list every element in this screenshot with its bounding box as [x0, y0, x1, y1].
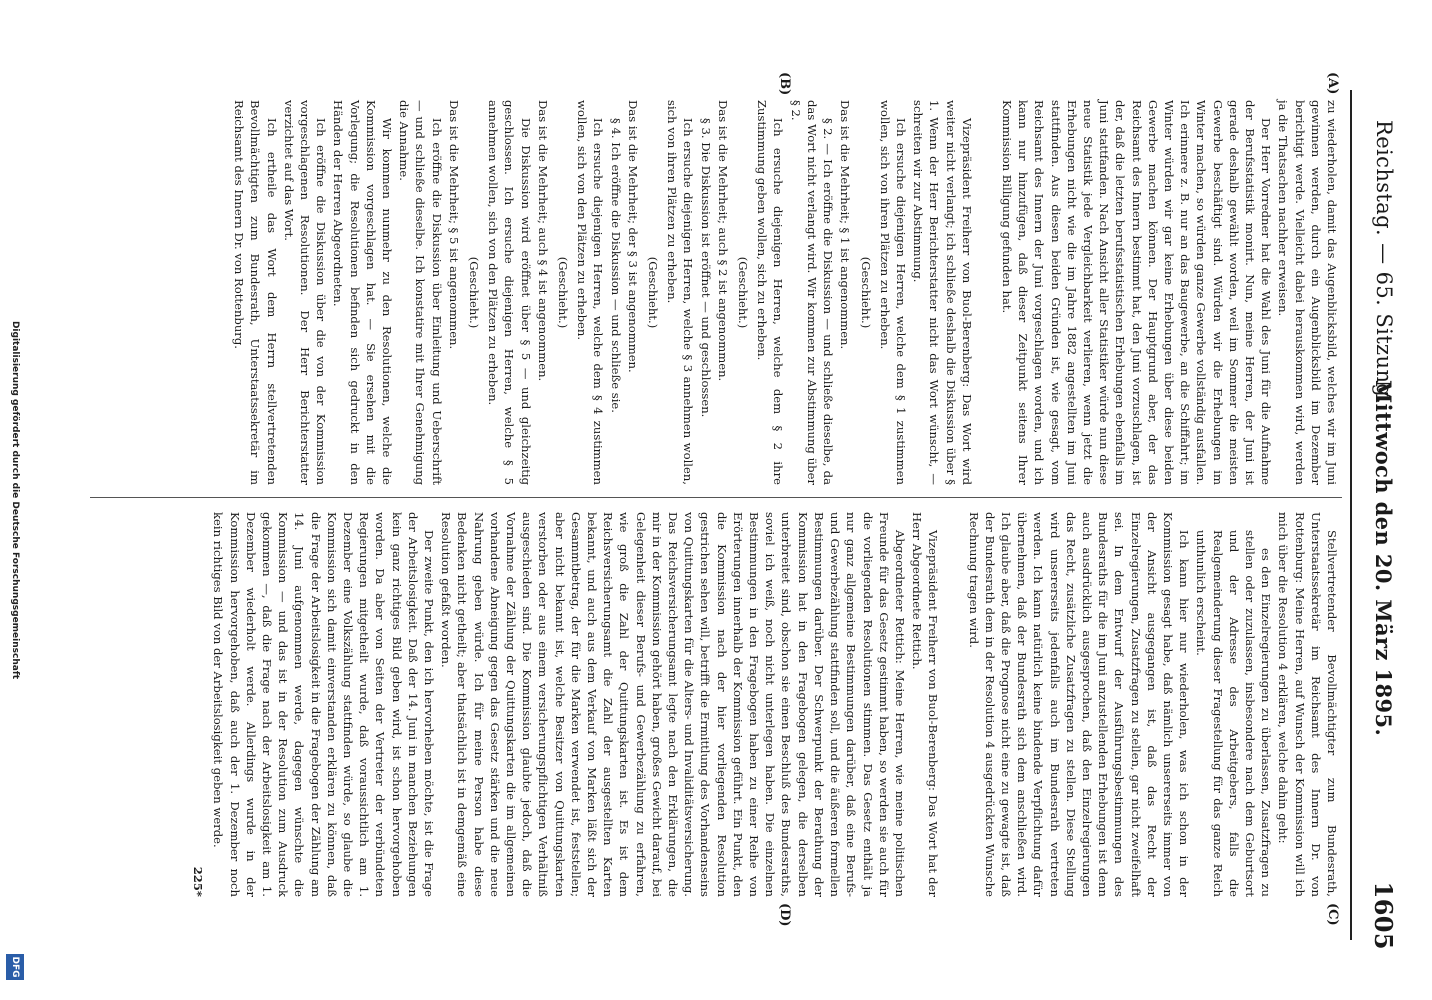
paragraph: Ich ersuche diejenigen Herren, welche dem § 4 zustimmen wollen, sich von den Plätzen zu erheben.	[575, 100, 606, 485]
dfg-logo: DFG	[6, 954, 24, 980]
margin-marker-a: (A)	[1325, 72, 1340, 95]
paragraph: Der Herr Vorredner hat die Wahl des Juni für die Aufnahme der Berufsstatistik monirt. Nun, meine Herren, der Juni ist gerade deshalb gewählt worden, weil im Sommer die meisten Gewerbe beschäftigt sind. Würden wir die Erhebungen im Winter machen, so würden ganze Gewerbe vollständig ausfallen. Ich erinnere z. B. nur an das Baugewerbe, an die Schiffahrt; im Winter würden wir gar keine Erhebungen über diese beiden Gewerbe machen können. Der Hauptgrund aber, der das Reichsamt des Innern bestimmt hat, den Juni vorzuschlagen, ist der, daß die letzten berufsstatistischen Erhebungen ebenfalls im Juni stattfanden. Nach Ansicht aller Statistiker würde nun diese neue Statistik jede Vergleichbarkeit verlieren, wenn jetzt die Erhebungen nicht wie die im Jahre 1882 angestellten im Juni stattfinden. Aus diesen beiden Gründen ist, wie gesagt, vom Reichsamt des Innern der Juni vorgeschlagen worden, und ich kann nur hinzufügen, daß dieser Zeitpunkt seitens Ihrer Kommission Billigung gefunden hat.	[999, 100, 1274, 485]
header-rule	[1350, 90, 1352, 940]
text-column-left	[230, 100, 1340, 485]
paragraph: § 2. — Ich eröffne die Diskussion — und schließe dieselbe, da das Wort nicht verlangt wird. Wir kommen zur Abstimmung über § 2.	[788, 100, 836, 485]
column-divider	[90, 497, 1342, 498]
paragraph: Ich ersuche diejenigen Herren, welche dem § 1 zustimmen wollen, sich von ihren Plätzen zu erheben.	[877, 100, 908, 485]
paragraph: Ich kann hier nur wiederholen, was ich schon in der Kommission gesagt habe, daß nämlich unsererseits immer von der Ansicht ausgegangen ist, daß das Recht der Einzelregierungen, Zusatzfragen zu stellen, gar nicht zweifelhaft sei. In dem Entwurf der Ausführungsbestimmungen des Bundesraths für die im Juni anzustellenden Erhebungen ist denn auch ausdrücklich ausgesprochen, daß den Einzelregierungen das Recht, zusätzliche Zusatzfragen zu stellen. Diese Stellung wird unsererseits jedenfalls auch im Bundesrath vertreten werden. Ich kann natürlich keine bindende Verpflichtung dafür übernehmen, daß der Bundesrath sich dem anschließen wird. Ich glaube aber, daß die Prognose nicht eine zu gewagte ist, daß der Bundesrath dem in der Resolution 4 ausgedrückten Wunsche Rechnung tragen wird.	[966, 512, 1192, 897]
header-session: Reichstag. — 65. Sitzung.	[1372, 120, 1396, 405]
paragraph: Ich ertheile das Wort dem Herrn stellvertretenden Bevollmächtigten zum Bundesrath, Unterstaatssekretär im Reichsamt des Innern Dr. von Rottenburg.	[232, 100, 279, 485]
paragraph: Ich ersuche diejenigen Herren, welche dem § 2 ihre Zustimmung geben wollen, sich zu erheben.	[755, 100, 786, 485]
stage-direction: (Geschieht.)	[736, 256, 751, 329]
paragraph: Das ist die Mehrheit; § 5 ist angenommen.	[446, 100, 461, 350]
paragraph: Wir kommen nunmehr zu den Resolutionen, welche die Kommission vorgeschlagen hat. — Sie ersehen mit die Vorlegung; die Resolutionen befinden sich gedruckt in den Händen der Herren Abgeordneten.	[331, 100, 395, 485]
text-column-right	[190, 512, 1340, 897]
paragraph: Ich ersuche diejenigen Herren, welche § 3 annehmen wollen, sich von ihren Plätzen zu erheben.	[665, 100, 696, 485]
speaker-paragraph: Abgeordneter Rettich: Meine Herren, wie meine politischen Freunde für das Gesetz gestimmt haben, so werden sie auch für die vorliegenden Resolutionen stimmen. Das Gesetz enthält ja nur ganz allgemeine Bestimmungen darüber, daß eine Berufs- und Gewerbezählung stattfinden soll, und die äußeren formellen Bestimmungen darüber. Der Schwerpunkt der Berathung der Kommission hat in den Fragebogen gelegen, die derselben unterbreitet sind, obschon sie einen Beschluß des Bundesraths, soviel ich weiß, noch nicht unterlegen haben. Die einzelnen Bestimmungen in den Fragebogen haben zu einer Reihe von Erörterungen innerhalb der Kommission geführt. Ein Punkt, den die Kommission nach der hier vorliegenden Resolution gestrichen sehen will, betrifft die Ermittlung des Vorhandenseins von Quittungskarten für die Alters- und Invaliditätsversicherung. Das Reichsversicherungsamt legte nach den Erklärungen, die mir in der Kommission gehört haben, großes Gewicht darauf, bei Gelegenheit dieser Berufs- und Gewerbezählung zu erfahren, wie groß die Zahl der Quittungskarten ist. Es ist dem Reichsversicherungsamt die Zahl der ausgestellten Karten bekannt, und auch aus dem Verkauf von Marken läßt sich der Gesammtbetrag, der für die Marken verwendet ist, feststellen; aber nicht bekannt ist, welche Besitzer von Quittungskarten verstorben oder aus einem versicherungspflichtigen Verhältniß ausgeschieden sind. Die Kommission glaubte jedoch, daß die Vornahme der Zählung der Quittungskarten die im allgemeinen vorhandene Abneigung gegen das Gesetz stärken und die neue Nahrung geben würde. Ich für meine Person habe diese Bedenken nicht getheilt; aber thatsächlich ist in demgemäß eine Resolution gefaßt worden.	[439, 512, 907, 897]
paragraph: Das ist die Mehrheit; § 1 ist angenommen.	[838, 100, 853, 350]
page-header	[1364, 40, 1404, 960]
paragraph: Das ist die Mehrheit; auch § 4 ist angenommen.	[535, 100, 550, 382]
resolution-quote: es den Einzelregierungen zu überlassen, Zusatzfragen zu stellen oder zuzulassen, insbesondere nach dem Geburtsort und der Adresse des Arbeitgebers, falls die Realgemeinderung dieser Fragestellung für das ganze Reich unthunlich erscheint.	[1194, 530, 1274, 897]
page-number: 1605	[1369, 881, 1398, 950]
margin-marker-c: (C)	[1325, 903, 1340, 926]
paragraph: § 3. Die Diskussion ist eröffnet — und geschlossen.	[698, 118, 713, 418]
paragraph: zu wiederholen, damit das Augenblicksbild, welches wir im Juni gewinnen werden, durch ein Augenblicksbild im Dezember berichtigt werde. Vielleicht dabei herauskommen wird, werden ja die Thatsachen nachher erweisen.	[1276, 100, 1339, 485]
paragraph: Der zweite Punkt, den ich hervorheben möchte, ist die Frage der Arbeitslosigkeit. Daß der 14. Juni in manchen Beziehungen kein ganz richtiges Bild geben wird, ist schon hervorgehoben worden. Da aber von Seiten der Vertreter der verbündeten Regierungen mitgetheilt wurde, daß voraussichtlich am 1. Dezember eine Volkszählung stattfinden würde, so glaube die Kommission sich damit einverstanden erklären zu können, daß die Frage der Arbeitslosigkeit in die Fragebogen der Zählung am 14. Juni aufgenommen werde, dagegen wünschte die Kommission — und das ist in der Resolution zum Ausdruck gekommen —, daß die Frage nach der Arbeitslosigkeit am 1. Dezember wiederholt werde. Allerdings wurde in der Kommission hervorgehoben, daß auch der 1. Dezember noch kein richtiges Bild von der Arbeitslosigkeit geben werde.	[211, 512, 437, 897]
paragraph: Das ist die Mehrheit; der § 3 ist angenommen.	[625, 100, 640, 373]
stage-direction: (Geschieht.)	[646, 256, 661, 329]
speaker-paragraph: Vizepräsident Freiherr von Buol-Berenberg: Das Wort wird weiter nicht verlangt; ich schließe deshalb die Diskussion über § 1. Wenn der Herr Berichterstatter nicht das Wort wünscht, — schreiten wir zur Abstimmung.	[911, 100, 974, 485]
margin-marker-d: (D)	[777, 903, 792, 927]
margin-marker-b: (B)	[777, 72, 792, 96]
stage-direction: (Geschieht.)	[467, 256, 482, 329]
signature-mark: 225*	[191, 866, 206, 897]
header-date: Mittwoch den 20. März 1895.	[1371, 380, 1396, 737]
stage-direction: (Geschieht.)	[858, 256, 873, 329]
paragraph: Ich eröffne die Diskussion über Einleitung und Ueberschrift — und schließe dieselbe. Ich konstatire mit Ihrer Genehmigung die Annahme.	[397, 100, 444, 485]
speaker-paragraph: Vizepräsident Freiherr von Buol-Berenberg: Das Wort hat der Herr Abgeordnete Rettich.	[910, 512, 941, 897]
paragraph: Die Diskussion wird eröffnet über § 5 — und gleichzeitig geschlossen. Ich ersuche diejenigen Herren, welche § 5 annehmen wollen, sich von den Plätzen zu erheben.	[486, 100, 533, 485]
paragraph: § 4. Ich eröffne die Diskussion — und schließe sie.	[608, 118, 623, 413]
paragraph: Das ist die Mehrheit; auch § 2 ist angenommen.	[715, 100, 730, 382]
paragraph: Ich eröffne die Diskussion über die von der Kommission vorgeschlagenen Resolutionen. Der Herr Berichterstatter verzichtet auf das Wort.	[281, 100, 329, 485]
speaker-paragraph: Stellvertretender Bevollmächtigter zum Bundesrath, Unterstaatssekretär im Reichsamt des Innern Dr. von Rottenburg: Meine Herren, auf Wunsch der Kommission will ich mich über die Resolution 4 erklären, welche dahin geht:	[1276, 512, 1339, 897]
stage-direction: (Geschieht.)	[556, 256, 571, 329]
digitization-notice: Digitalisierung gefördert durch die Deutsche Forschungsgemeinschaft	[10, 320, 20, 680]
